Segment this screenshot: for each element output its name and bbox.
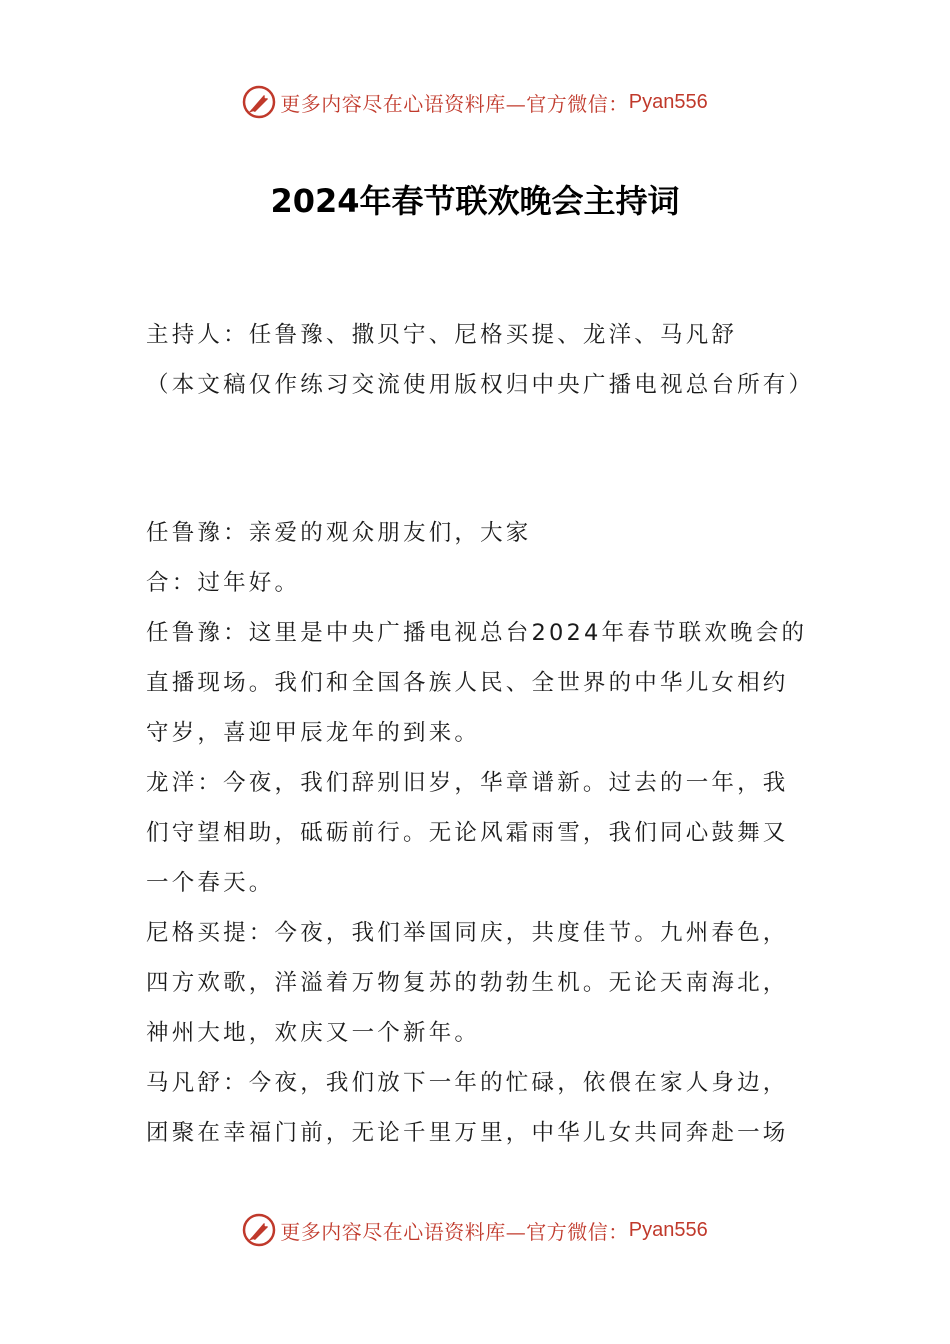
dialogue-paragraph: 任鲁豫：这里是中央广播电视总台2024年春节联欢晚会的直播现场。我们和全国各族人民、全世界的中华儿女相约守岁，喜迎甲辰龙年的到来。	[146, 620, 808, 746]
dialogue-paragraph: 马凡舒：今夜，我们放下一年的忙碌，依偎在家人身边，团聚在幸福门前，无论千里万里，中华儿女共同奔赴一场	[146, 1070, 789, 1146]
hosts-line: 主持人：任鲁豫、撒贝宁、尼格买提、龙洋、马凡舒	[146, 322, 738, 348]
copyright-note: （本文稿仅作练习交流使用版权归中央广播电视总台所有）	[146, 372, 815, 398]
pen-nib-circle-icon	[242, 85, 276, 119]
watermark-text: 更多内容尽在心语资料库—官方微信：	[280, 91, 629, 116]
watermark-id: Pyan556	[628, 90, 708, 113]
intro-block	[146, 310, 815, 410]
watermark-text: 更多内容尽在心语资料库—官方微信：	[280, 1219, 629, 1244]
document-title: 2024年春节联欢晚会主持词	[270, 182, 680, 220]
dialogue-block	[146, 508, 810, 1158]
footer-watermark	[0, 1210, 950, 1250]
dialogue-paragraph: 合：过年好。	[146, 570, 301, 596]
watermark-id: Pyan556	[628, 1218, 708, 1241]
dialogue-paragraph: 龙洋：今夜，我们辞别旧岁，华章谱新。过去的一年，我们守望相助，砥砺前行。无论风霜雨雪，我们同心鼓舞又一个春天。	[146, 770, 789, 896]
pen-nib-circle-icon	[242, 1213, 276, 1247]
dialogue-paragraph: 尼格买提：今夜，我们举国同庆，共度佳节。九州春色，四方欢歌，洋溢着万物复苏的勃勃生机。无论天南海北，神州大地，欢庆又一个新年。	[146, 920, 789, 1046]
header-watermark	[0, 82, 950, 122]
dialogue-paragraph: 任鲁豫：亲爱的观众朋友们，大家	[146, 520, 532, 546]
